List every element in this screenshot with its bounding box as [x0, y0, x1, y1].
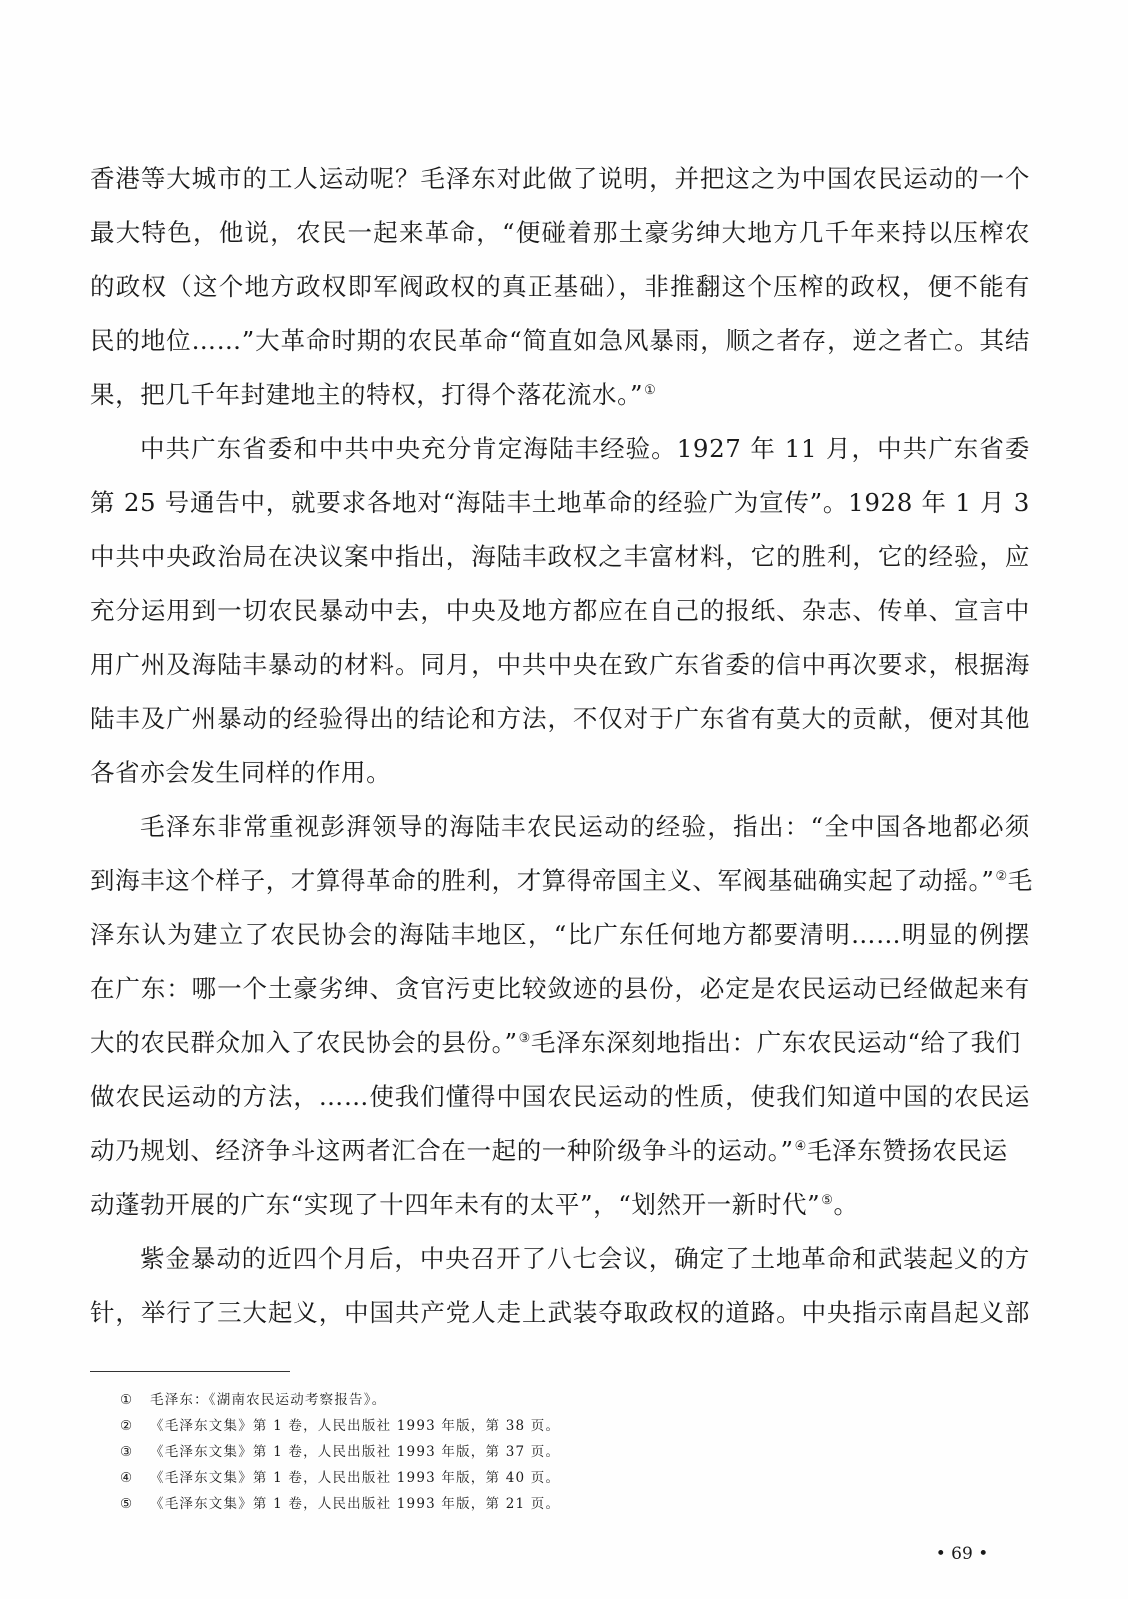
body-line: [90, 483, 1030, 523]
body-line-text: 中共中央政治局在决议案中指出，海陆丰政权之丰富材料，它的胜利，它的经验，应: [90, 542, 1030, 571]
body-line-tail: 。: [833, 1190, 859, 1219]
body-line: [90, 1023, 1030, 1063]
footnote: [120, 1414, 820, 1438]
body-line: [90, 267, 1030, 307]
footnote: [120, 1492, 820, 1516]
footnote-ref[interactable]: ①: [644, 382, 657, 398]
body-line-text: 各省亦会发生同样的作用。: [90, 758, 392, 787]
body-line: [90, 1131, 1030, 1171]
body-line: [90, 537, 1030, 577]
body-line: [140, 807, 1030, 847]
body-line-text: 大的农民群众加入了农民协会的县份。”: [90, 1028, 518, 1057]
body-line-text: 毛泽东非常重视彭湃领导的海陆丰农民运动的经验，指出：“全中国各地都必须: [140, 812, 1030, 841]
footnote: [120, 1466, 820, 1490]
body-line-tail: 毛泽东赞扬农民运: [806, 1136, 1008, 1165]
body-line-text: 果，把几千年封建地主的特权，打得个落花流水。”: [90, 380, 644, 409]
body-line-text: 香港等大城市的工人运动呢？毛泽东对此做了说明，并把这之为中国农民运动的一个: [90, 164, 1030, 193]
body-line-text: 用广州及海陆丰暴动的材料。同月，中共中央在致广东省委的信中再次要求，根据海: [90, 650, 1030, 679]
footnote-text: 《毛泽东文集》第 1 卷，人民出版社 1993 年版，第 38 页。: [150, 1418, 561, 1434]
body-line: [90, 213, 1030, 253]
body-line: [90, 915, 1030, 955]
body-line: [90, 861, 1033, 901]
body-line: [140, 429, 1030, 469]
body-line-tail: 毛: [1007, 866, 1033, 895]
body-line-text: 的政权（这个地方政权即军阀政权的真正基础），非推翻这个压榨的政权，便不能有: [90, 272, 1030, 301]
footnote-mark: ②: [120, 1418, 134, 1434]
footnote-mark: ①: [120, 1392, 134, 1408]
body-line-text: 做农民运动的方法，……使我们懂得中国农民运动的性质，使我们知道中国的农民运: [90, 1082, 1030, 1111]
body-line-tail: 毛泽东深刻地指出：广东农民运动“给了我们: [530, 1028, 1021, 1057]
body-line: [90, 159, 1030, 199]
body-line: [140, 1239, 1030, 1279]
body-line: [90, 375, 1030, 415]
body-line: [90, 321, 1030, 361]
page-number: • 69 •: [935, 1544, 989, 1564]
footnote-text: 毛泽东：《湖南农民运动考察报告》。: [150, 1392, 387, 1408]
body-line-text: 第 25 号通告中，就要求各地对“海陆丰土地革命的经验广为宣传”。1928 年 1 月 3: [90, 488, 1030, 517]
body-line-text: 泽东认为建立了农民协会的海陆丰地区，“比广东任何地方都要清明……明显的例摆: [90, 920, 1030, 949]
body-line-text: 陆丰及广州暴动的经验得出的结论和方法，不仅对于广东省有莫大的贡献，便对其他: [90, 704, 1030, 733]
body-line-text: 动蓬勃开展的广东“实现了十四年未有的太平”，“划然开一新时代”: [90, 1190, 821, 1219]
body-line-text: 中共广东省委和中共中央充分肯定海陆丰经验。1927 年 11 月，中共广东省委: [140, 434, 1030, 463]
body-line-text: 紫金暴动的近四个月后，中央召开了八七会议，确定了土地革命和武装起义的方: [140, 1244, 1030, 1273]
footnote-ref[interactable]: ⑤: [821, 1192, 834, 1208]
body-line: [90, 699, 1030, 739]
footnote-mark: ⑤: [120, 1496, 134, 1512]
body-line: [90, 969, 1030, 1009]
footnote: [120, 1440, 820, 1464]
body-line-text: 到海丰这个样子，才算得革命的胜利，才算得帝国主义、军阀基础确实起了动摇。”: [90, 866, 995, 895]
body-line-text: 充分运用到一切农民暴动中去，中央及地方都应在自己的报纸、杂志、传单、宣言中: [90, 596, 1030, 625]
footnote-text: 《毛泽东文集》第 1 卷，人民出版社 1993 年版，第 21 页。: [150, 1496, 561, 1512]
body-line-text: 最大特色，他说，农民一起来革命，“便碰着那土豪劣绅大地方几千年来持以压榨农: [90, 218, 1030, 247]
footnote-divider: [90, 1371, 290, 1372]
body-line-text: 动乃规划、经济争斗这两者汇合在一起的一种阶级争斗的运动。”: [90, 1136, 794, 1165]
footnote: [120, 1388, 820, 1412]
body-line: [90, 645, 1030, 685]
footnote-ref[interactable]: ④: [794, 1138, 807, 1154]
body-line-text: 在广东：哪一个土豪劣绅、贪官污吏比较敛迹的县份，必定是农民运动已经做起来有: [90, 974, 1030, 1003]
body-line: [90, 1077, 1030, 1117]
body-line: [90, 753, 1030, 793]
footnote-ref[interactable]: ③: [518, 1030, 531, 1046]
footnote-mark: ④: [120, 1470, 134, 1486]
footnote-mark: ③: [120, 1444, 134, 1460]
body-line: [90, 1293, 1030, 1333]
body-line: [90, 1185, 1030, 1225]
footnote-text: 《毛泽东文集》第 1 卷，人民出版社 1993 年版，第 40 页。: [150, 1470, 561, 1486]
footnote-ref[interactable]: ②: [995, 868, 1008, 884]
footnote-text: 《毛泽东文集》第 1 卷，人民出版社 1993 年版，第 37 页。: [150, 1444, 561, 1460]
body-line-text: 民的地位……”大革命时期的农民革命“简直如急风暴雨，顺之者存，逆之者亡。其结: [90, 326, 1030, 355]
body-line-text: 针，举行了三大起义，中国共产党人走上武装夺取政权的道路。中央指示南昌起义部: [90, 1298, 1030, 1327]
body-line: [90, 591, 1030, 631]
